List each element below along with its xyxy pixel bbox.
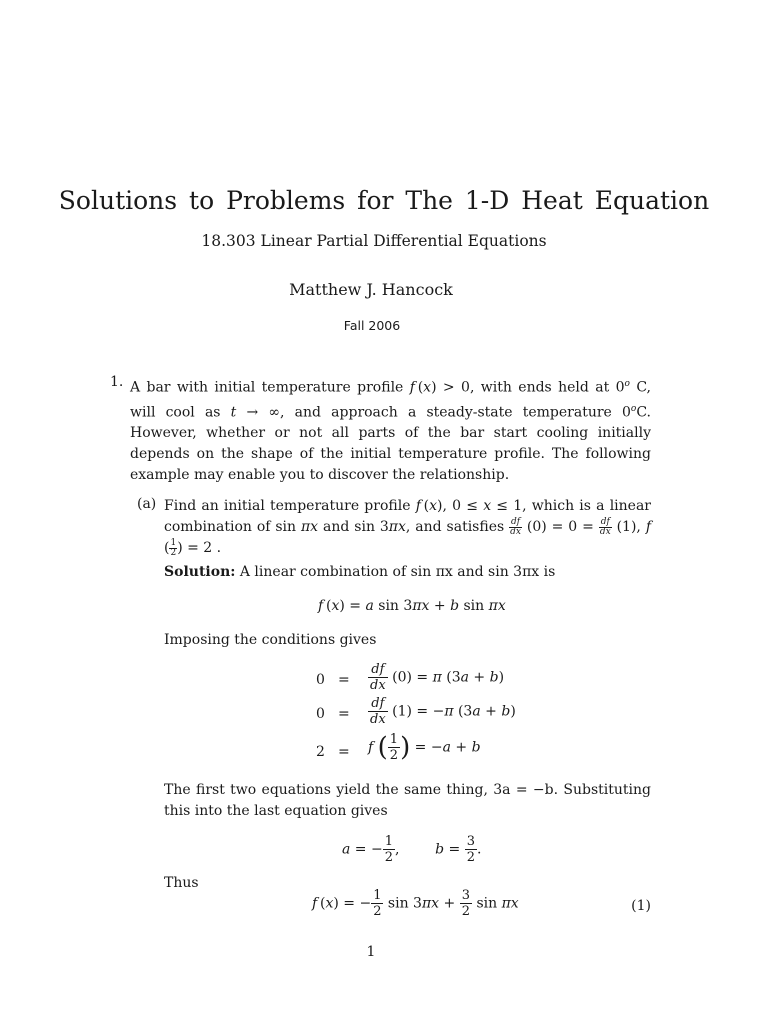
imposing-text: Imposing the conditions gives [164,632,377,648]
date-line: Fall 2006 [343,318,401,333]
equation-number: (1) [631,898,651,914]
author-name: Matthew J. Hancock [289,280,453,299]
problem-1-text: A bar with initial temperature profile f (x) > 0, with ends held at 0$^o$ C, will cool as t → ∞, and approach a steady-state temperature 0$^o$C. However, whether or not all parts of the bar start cooling initially depends on the shape of the initial temperature profile. The following example may enable you to discover the relationship. [130,379,652,484]
course-subtitle: 18.303 Linear Partial Differential Equations [201,232,547,250]
solution-intro: Solution: A linear combination of sin πx and sin 3πx is [164,564,556,580]
part-a-label: (a) [137,496,157,512]
page-number: 1 [366,944,376,960]
page-title: Solutions to Problems for The 1-D Heat Equation [58,186,710,215]
coefficients-equation: a = − $\frac{1}{2}$ , b = $\frac{3}{2}$ . [342,834,482,865]
part-a-text: Find an initial temperature profile f (x), 0 ≤ x ≤ 1, which is a linear combination of sin πx and sin 3πx, and satisfies $\frac{df}{dx}$ (0) = 0 = $\frac{df}{dx}$ (1), f ( $\frac{1}{2}$ ) = 2 . [164,498,651,558]
linear-combination-equation: f (x) = a sin 3πx + b sin πx [318,598,506,614]
first-two-equations-text: The first two equations yield the same thing, 3a = −b. Substituting this into the last equation gives [164,782,651,819]
solution-label: Solution: [164,564,236,580]
final-profile-equation: f (x) = − $\frac{1}{2}$ sin 3πx + $\frac{3}{2}$ sin πx [312,888,519,919]
problem-number: 1. [110,374,124,390]
thus-text: Thus [164,875,199,891]
